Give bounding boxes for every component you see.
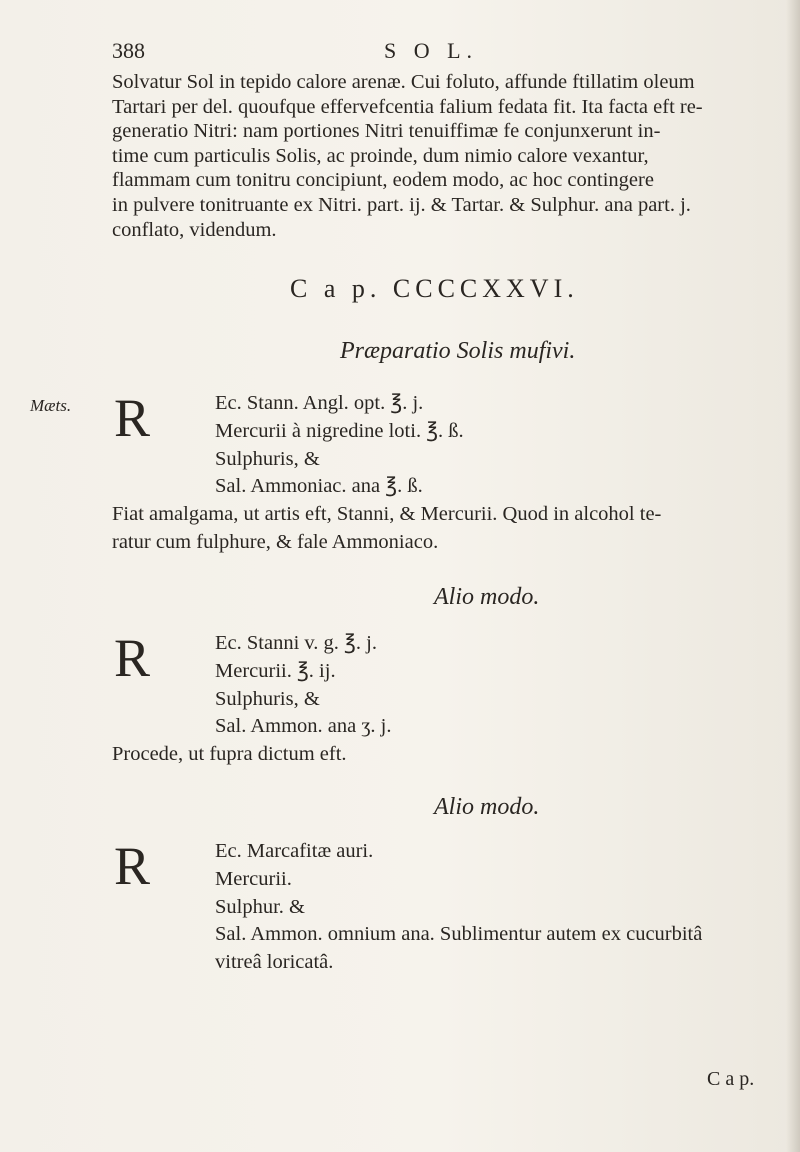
page-header	[112, 38, 672, 68]
chapter-numeral: CCCCXXVI.	[392, 274, 579, 303]
page-edge-shadow	[786, 0, 800, 1152]
page-number: 388	[112, 38, 145, 63]
ingredient-list	[215, 630, 800, 741]
text-line: Tartari per del. quoufque effervefcentia falium fedata fit. Ita facta eft re-	[112, 95, 703, 118]
instruction-line: Fiat amalgama, ut artis eft, Stanni, & Mercurii. Quod in alcohol te-	[112, 503, 662, 526]
ingredient-line: Sulphur. &	[215, 895, 305, 918]
ingredient-list	[215, 838, 800, 949]
alt-method-heading: Alio modo.	[434, 794, 540, 820]
ingredient-line: Sal. Ammon. ana ʒ. j.	[215, 715, 392, 738]
alt-method-heading: Alio modo.	[434, 584, 540, 610]
text-line: Solvatur Sol in tepido calore arenæ. Cui foluto, affunde ftillatim oleum	[112, 71, 695, 93]
text-line: generatio Nitri: nam portiones Nitri tenuiffimæ fe conjunxerunt in-	[112, 120, 661, 143]
text-line: time cum particulis Solis, ac proinde, dum nimio calore vexantur,	[112, 144, 649, 167]
instruction-line: Procede, ut fupra dictum eft.	[112, 743, 347, 766]
chapter-prefix: C a p.	[290, 274, 382, 303]
instruction-line: ratur cum fulphure, & fale Ammoniaco.	[112, 530, 439, 553]
ingredient-line: Ec. Marcafitæ auri.	[215, 840, 374, 862]
ingredient-line: Mercurii à nigredine loti. ℥. ß.	[215, 419, 464, 442]
recipe-initial: R	[114, 836, 151, 896]
instruction-line: vitreâ loricatâ.	[215, 951, 334, 974]
text-line: conflato, videndum.	[112, 218, 277, 241]
recipe-initial: R	[114, 628, 151, 688]
running-title: S O L.	[384, 38, 479, 63]
ingredient-line: Ec. Stann. Angl. opt. ℥. j.	[215, 392, 424, 414]
ingredient-line: Mercurii. ℥. ij.	[215, 659, 336, 682]
text-line: in pulvere tonitruante ex Nitri. part. ij. & Tartar. & Sulphur. ana part. j.	[112, 193, 691, 216]
ingredient-line: Mercurii.	[215, 867, 292, 890]
ingredient-line: Ec. Stanni v. g. ℥. j.	[215, 632, 377, 654]
ingredient-line: Sal. Ammon. omnium ana. Sublimentur autem ex cucurbitâ	[215, 923, 703, 946]
ingredient-line: Sal. Ammoniac. ana ℥. ß.	[215, 475, 423, 498]
recipe-3	[112, 838, 782, 977]
opening-paragraph	[112, 70, 777, 242]
recipe-1	[112, 390, 782, 557]
recipe-2	[112, 630, 782, 769]
chapter-heading	[290, 274, 579, 304]
margin-note: Mæts.	[30, 396, 72, 415]
recipe-initial: R	[114, 388, 151, 448]
catchword: C a p.	[707, 1068, 755, 1090]
ingredient-list	[215, 390, 800, 501]
section-title: Præparatio Solis mufivi.	[340, 338, 576, 364]
ingredient-line: Sulphuris, &	[215, 447, 320, 470]
ingredient-line: Sulphuris, &	[215, 687, 320, 710]
text-line: flammam cum tonitru concipiunt, eodem modo, ac hoc contingere	[112, 169, 654, 192]
